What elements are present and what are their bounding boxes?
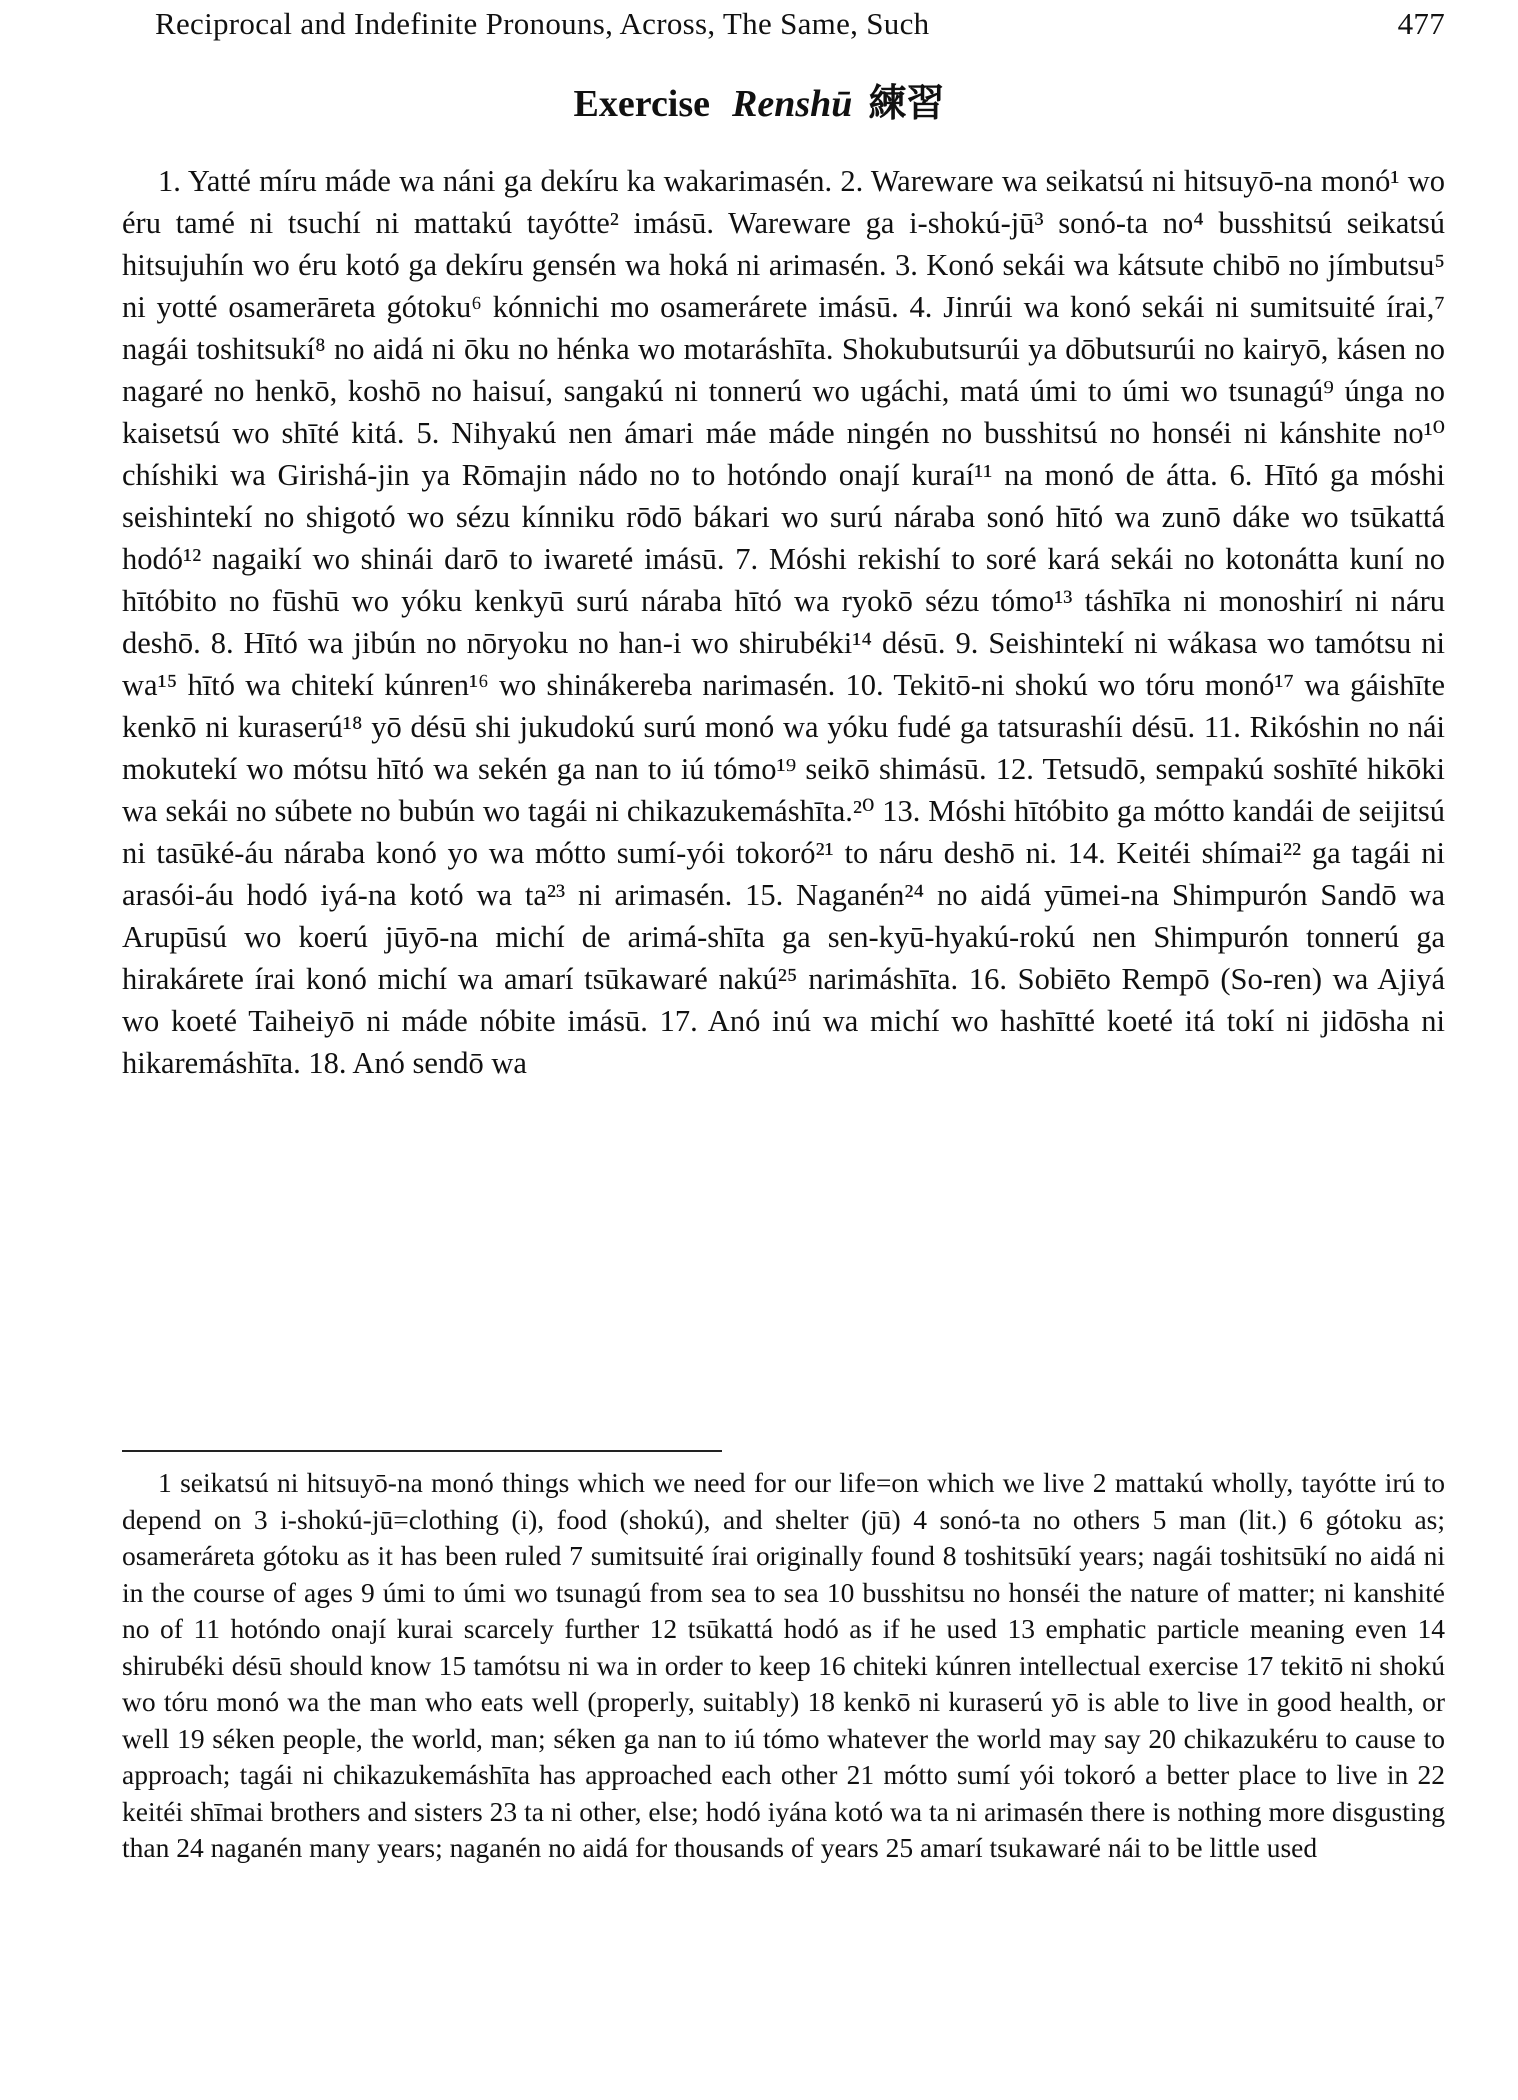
exercise-heading-romaji: Renshū xyxy=(732,83,853,125)
exercise-heading xyxy=(0,72,1518,127)
footnotes-text: 1 seikatsú ni hitsuyō-na monó things which we need for our life=on which we live 2 mattakú wholly, tayótte irú to depend on 3 i-shokú-jū=clothing (i), food (shokú), and shelter (jū) 4 sonó-ta no others 5 man (lit.) 6 gótoku as; osameráreta gótoku as it has been ruled 7 sumitsuité írai originally found 8 toshitsūkí years; nagái toshitsūkí no aidá ni in the course of ages 9 úmi to úmi wo tsunagú from sea to sea 10 busshitsu no honséi the nature of matter; ni kanshité no of 11 hotóndo onají kurai scarcely further 12 tsūkattá hodó as if he used 13 emphatic particle meaning even 14 shirubéki désū should know 15 tamótsu ni wa in order to keep 16 chiteki kúnren intellectual exercise 17 tekitō ni shokú wo tóru monó wa the man who eats well (properly, suitably) 18 kenkō ni kuraserú yō is able to live in good health, or well 19 séken people, the world, man; séken ga nan to iú tómo whatever the world may say 20 chikazukéru to cause to approach; tagái ni chikazukemáshīta has approached each other 21 mótto sumí yói tokoró a better place to live in 22 keitéi shīmai brothers and sisters 23 ta ni other, else; hodó iyána kotó wa ta ni arimasén there is nothing more disgusting than 24 naganén many years; naganén no aidá for thousands of years 25 amarí tsukawaré nái to be little used xyxy=(122,1467,1445,1863)
exercise-heading-label: Exercise xyxy=(573,83,711,125)
footnote-divider xyxy=(122,1450,722,1452)
exercise-body-text: 1. Yatté míru máde wa náni ga dekíru ka wakarimasén. 2. Wareware wa seikatsú ni hitsuyō-na monó¹ wo éru tamé ni tsuchí ni mattakú tayótte² imásū. Wareware ga i-shokú-jū³ sonó-ta no⁴ busshitsú seikatsú hitsujuhín wo éru kotó ga dekíru gensén wa hoká ni arimasén. 3. Konó sekái wa kátsute chibō no jímbutsu⁵ ni yotté osamerāreta gótoku⁶ kónnichi mo osamerárete imásū. 4. Jinrúi wa konó sekái ni sumitsuité írai,⁷ nagái toshitsukí⁸ no aidá ni ōku no hénka wo motaráshīta. Shokubutsurúi ya dōbutsurúi no kairyō, kásen no nagaré no henkō, koshō no haisuí, sangakú ni tonnerú wo ugáchi, matá úmi to úmi wo tsunagú⁹ únga no kaisetsú wo shīté kitá. 5. Nihyakú nen ámari máe máde ningén no busshitsú no honséi ni kánshite no¹⁰ chíshiki wa Girishá-jin ya Rōmajin nádo no to hotóndo onají kuraí¹¹ na monó de átta. 6. Hītó ga móshi seishintekí no shigotó wo sézu kínniku rōdō bákari wo surú náraba sonó hītó wa zunō dáke wo tsūkattá hodó¹² nagaikí wo shinái darō to iwareté imásū. 7. Móshi rekishí to soré kará sekái no kotonátta kuní no hītóbito no fūshū wo yóku kenkyū surú náraba hītó wa ryokō sézu tómo¹³ táshīka ni monoshirí ni náru deshō. 8. Hītó wa jibún no nōryoku no han-i wo shirubéki¹⁴ désū. 9. Seishintekí ni wákasa wo tamótsu ni wa¹⁵ hītó wa chitekí kúnren¹⁶ wo shinákereba narimasén. 10. Tekitō-ni shokú wo tóru monó¹⁷ wa gáishīte kenkō ni kuraserú¹⁸ yō désū shi jukudokú surú monó wa yóku fudé ga tatsurashíi désū. 11. Rikóshin no nái mokutekí wo mótsu hītó wa sekén ga nan to iú tómo¹⁹ seikō shimásū. 12. Tetsudō, sempakú soshīté hikōki wa sekái no súbete no bubún wo tagái ni chikazukemáshīta.²⁰ 13. Móshi hītóbito ga mótto kandái de seijitsú ni tasūké-áu náraba konó yo wa mótto sumí-yói tokoró²¹ to náru deshō ni. 14. Keitéi shímai²² ga tagái ni arasói-áu hodó iyá-na kotó wa ta²³ ni arimasén. 15. Naganén²⁴ no aidá yūmei-na Shimpurón Sandō wa Arupūsú wo koerú jūyō-na michí de arimá-shīta ga sen-kyū-hyakú-rokú nen Shimpurón tonnerú ga hirakárete írai konó michí wa amarí tsūkawaré nakú²⁵ narimáshīta. 16. Sobiēto Rempō (So-ren) wa Ajiyá wo koeté Taiheiyō ni máde nóbite imásū. 17. Anó inú wa michí wo hashītté koeté itá tokí ni jidōsha ni hikaremáshīta. 18. Anó sendō wa xyxy=(122,164,1445,1080)
exercise-heading-kanji: 練習 xyxy=(868,81,945,125)
page-number: 477 xyxy=(1397,6,1445,41)
running-head xyxy=(155,6,1445,46)
running-head-title: Reciprocal and Indefinite Pronouns, Across, The Same, Such xyxy=(155,6,930,41)
